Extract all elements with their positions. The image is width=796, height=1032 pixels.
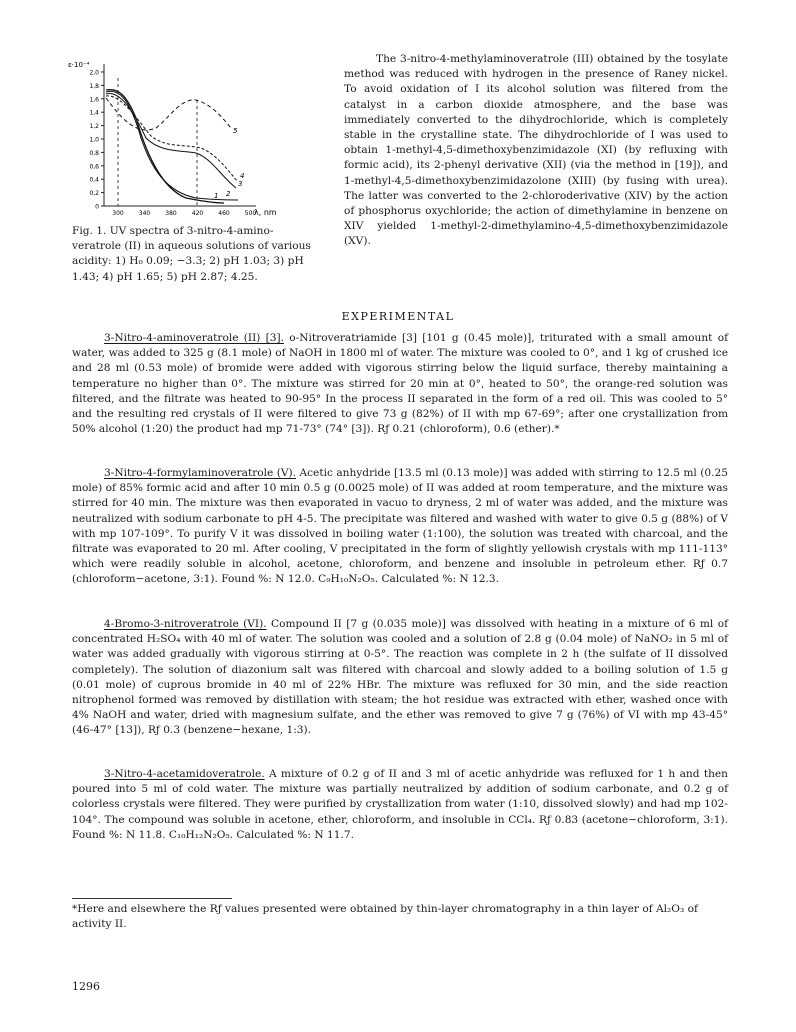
y-tick-label: 0,4 (89, 176, 99, 184)
curve-4 (106, 96, 238, 182)
x-tick-label: 420 (191, 210, 204, 217)
curve-1 (106, 90, 224, 203)
section-paragraph (72, 331, 728, 437)
section-paragraph (72, 767, 728, 843)
section-body: Acetic anhydride [13.5 ml (0.13 mole)] was added with stirring to 12.5 ml (0.25 mole) of 85% formic acid and after 10 min 0.5 g (0.0025 mole) of II was added at room temperature, and the mixture was stirred for 40 min. The mixture was then evaporated in vacuo to dryness, 2 ml of water was added, and the mixture was neutralized with sodium carbonate to pH 4-5. The precipitate was filtered and washed with water to give 0.5 g (88%) of V with mp 107-109°. To purify V it was dissolved in boiling water (1:100), the solution was treated with charcoal, and the filtrate was evaporated to 20 ml. After cooling, V precipitated in the form of slightly yellowish crystals with mp 111-113° which were readily soluble in alcohol, acetone, chloroform, and benzene and insoluble in petroleum ether. Rƒ 0.7 (chloroform−acetone, 3:1). Found %: N 12.0. C₉H₁₀N₂O₅. Calculated %: N 12.3. (72, 467, 728, 586)
y-tick-label: 0,8 (89, 149, 99, 157)
y-tick-label: 2,0 (89, 69, 99, 77)
curve-2 (106, 91, 238, 200)
section-title: 3-Nitro-4-acetamidoveratrole. (104, 768, 265, 780)
section-title: 3-Nitro-4-aminoveratrole (II) [3]. (104, 332, 285, 344)
x-tick-label: 460 (218, 210, 230, 217)
section-title: 3-Nitro-4-formylaminoveratrole (V). (104, 467, 297, 479)
y-tick-label: 1,8 (89, 82, 99, 90)
section-body: o-Nitroveratriamide [3] [101 g (0.45 mole)], triturated with a small amount of water, was added to 325 g (8.1 mole) of NaOH in 1800 ml of water. The mixture was cooled to 0°, and 1 kg of crushed ice and 28 ml (0.53 mole) of bromide were added with vigorous stirring below the liquid surface, thereby maintaining a temperature no higher than 0°. The mixture was stirred for 20 min at 0°, heated to 50°, the orange-red solution was filtered, and the filtrate was heated to 90-95° In the process II separated in the form of a red oil. This was cooled to 5° and the resulting red crystals of II were filtered to give 73 g (82%) of II with mp 67-69°; after one crystallization from 50% alcohol (1:20) the product had mp 71-73° (74° [3]). Rƒ 0.21 (chloroform), 0.6 (ether).* (72, 332, 728, 436)
x-tick-label: 300 (112, 210, 124, 217)
y-tick-label: 0,2 (89, 190, 99, 198)
y-tick-label: 1,4 (89, 109, 99, 117)
x-axis-label: λ, nm (254, 208, 277, 217)
curve-label-2: 2 (226, 190, 231, 198)
experimental-heading: EXPERIMENTAL (341, 310, 455, 323)
section-title: 4-Bromo-3-nitroveratrole (VI). (104, 618, 267, 630)
curve-label-5: 5 (233, 127, 238, 135)
section-paragraph (72, 466, 728, 588)
section-body: Compound II [7 g (0.035 mole)] was dissolved with heating in a mixture of 6 ml of concentrated H₂SO₄ with 40 ml of water. The solution was cooled and a solution of 2.8 g (0.04 mole) of NaNO₂ in 5 ml of water was added gradually with vigorous stirring at 0-5°. The reaction was complete in 2 h (the sulfate of II dissolved completely). The solution of diazonium salt was filtered with charcoal and slowly added to a boiling solution of 1.5 g (0.01 mole) of cuprous bromide in 40 ml of 22% HBr. The mixture was refluxed for 30 min, and the side reaction nitrophenol formed was removed by distillation with steam; the hot residue was extracted with ether, washed once with 4% NaOH and water, dried with magnesium sulfate, and the ether was removed to give 7 g (76%) of VI with mp 43-45° (46-47° [13]), Rƒ 0.3 (benzene−hexane, 1:3). (72, 618, 728, 737)
y-tick-label: 1,6 (89, 96, 99, 104)
x-tick-label: 500 (244, 210, 257, 217)
x-tick-label: 380 (165, 210, 177, 217)
section-paragraph (72, 617, 728, 739)
y-tick-label: 0 (95, 203, 99, 211)
curve-label-4: 4 (240, 172, 245, 180)
intro-paragraph: The 3-nitro-4-methylaminoveratrole (III) obtained by the tosylate method was reduced with hydrogen in the presence of Raney nickel. To avoid oxidation of I its alcohol solution was filtered from the catalyst in a carbon dioxide atmosphere, and the base was immediately converted to the dihydrochloride, which is completely stable in the crystalline state. The dihydrochloride of I was used to obtain 1-methyl-4,5-dimethoxybenzimidazole (XI) (by refluxing with formic acid), its 2-phenyl derivative (XII) (via the method in [19]), and 1-methyl-4,5-dimethoxybenzimidazolone (XIII) (by fusing with urea). The latter was converted to the 2-chloroderivative (XIV) by the action of phosphorus oxychloride; the action of dimethylamine in benzene on XIV yielded 1-methyl-2-dimethylamino-4,5-dimethoxybenzimidazole (XV). (344, 53, 728, 248)
y-tick-label: 1,2 (89, 123, 99, 131)
footnote: *Here and elsewhere the Rƒ values presented were obtained by thin-layer chromatography in a thin layer of Al₂O₃ of activity II. (72, 903, 698, 931)
page-number: 1296 (72, 980, 100, 993)
y-tick-label: 0,6 (89, 163, 99, 171)
y-axis-label: ε·10⁻⁴ (68, 61, 90, 69)
uv-spectra-figure (66, 58, 290, 218)
footnote-rule (72, 898, 232, 899)
figure-caption: Fig. 1. UV spectra of 3-nitro-4-amino-veratrole (II) in aqueous solutions of various acidity: 1) H₀ 0.09; −3.3; 2) pH 1.03; 3) pH 1.43; 4) pH 1.65; 5) pH 2.87; 4.25. (72, 225, 311, 283)
x-tick-label: 340 (138, 210, 151, 217)
y-tick-label: 1,0 (89, 136, 99, 144)
curve-label-1: 1 (214, 192, 219, 200)
curve-label-3: 3 (238, 180, 243, 188)
section-body: A mixture of 0.2 g of II and 3 ml of acetic anhydride was refluxed for 1 h and then poured into 5 ml of cold water. The mixture was partially neutralized by addition of sodium carbonate, and 0.2 g of colorless crystals were filtered. They were purified by crystallization from water (1:10, dissolved slowly) and had mp 102-104°. The compound was soluble in acetone, ether, chloroform, and insoluble in CCl₄. Rƒ 0.83 (acetone−chloroform, 3:1). Found %: N 11.8. C₁₀H₁₂N₂O₅. Calculated %: N 11.7. (72, 768, 728, 841)
curve-3 (106, 94, 236, 188)
